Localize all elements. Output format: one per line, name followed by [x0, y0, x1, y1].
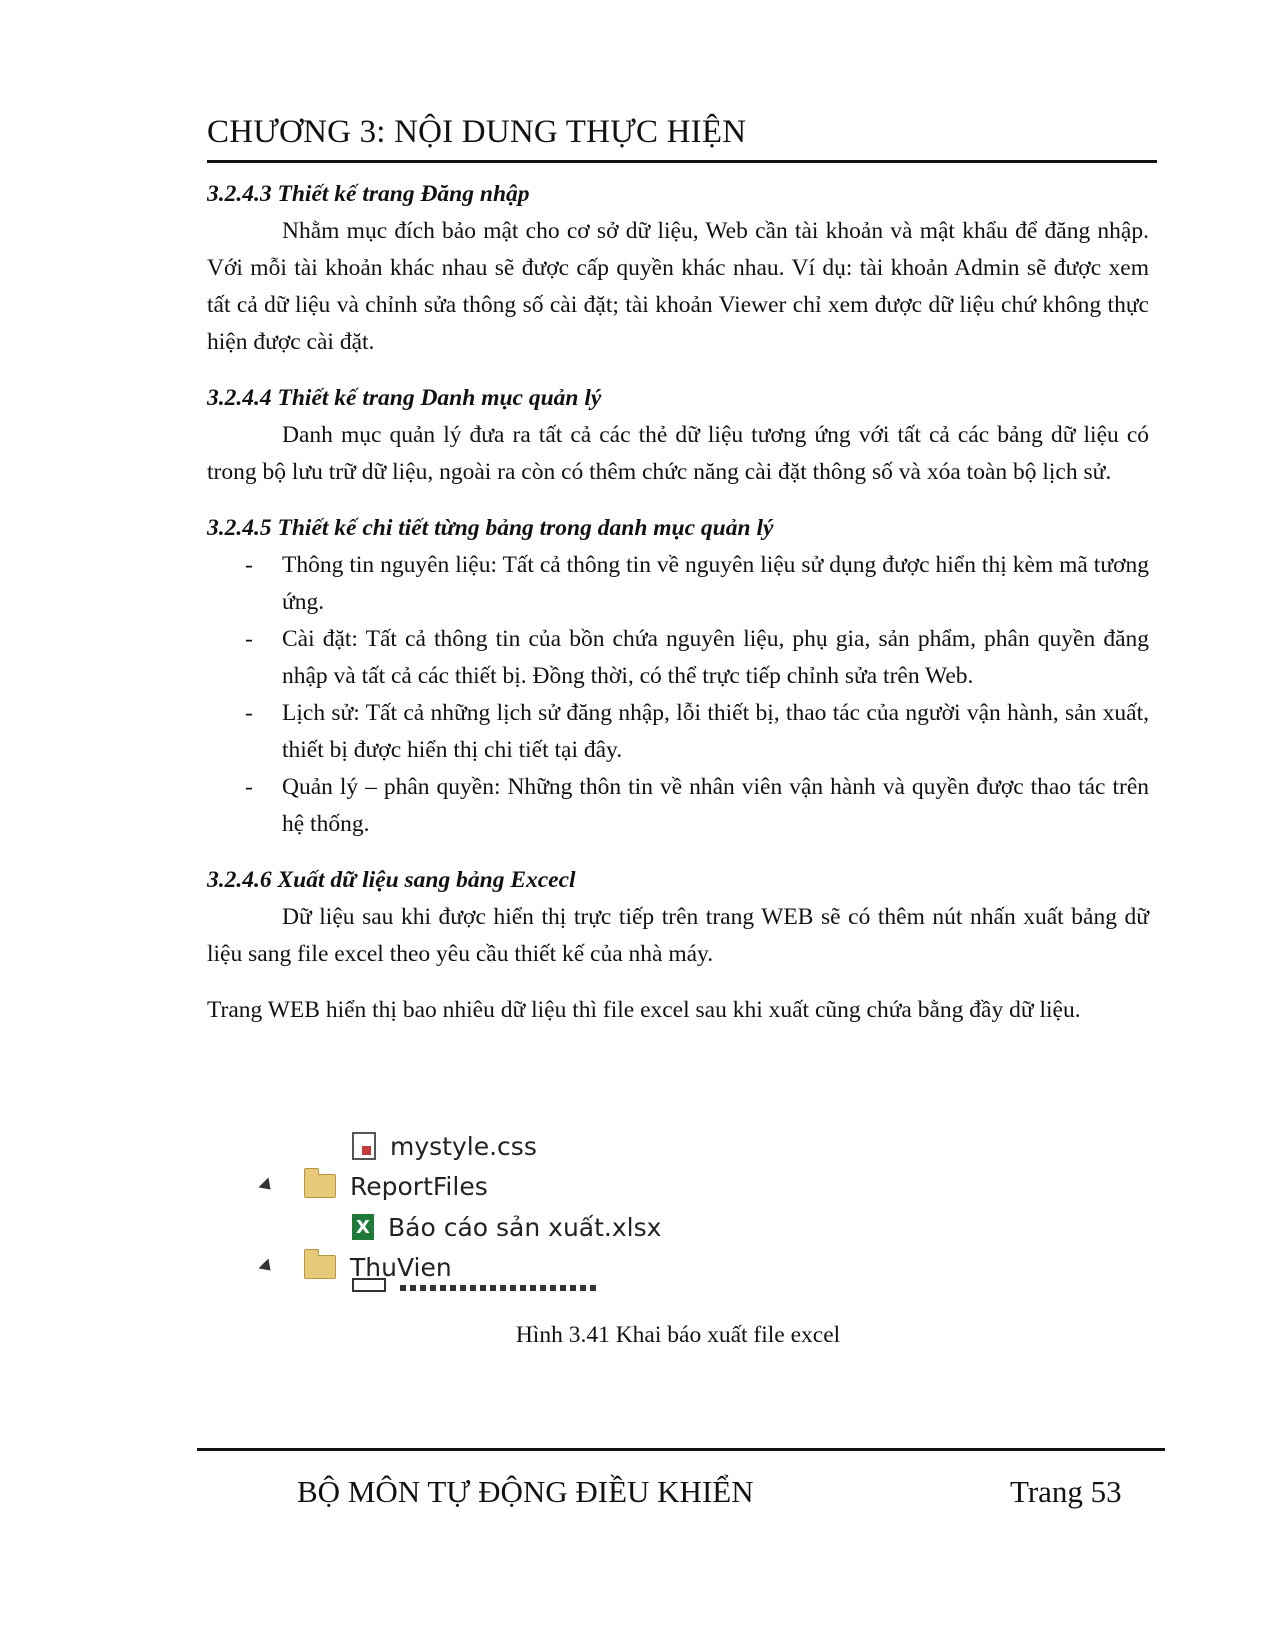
bullet-text: Lịch sử: Tất cả những lịch sử đăng nhập, lỗi thiết bị, thao tác của người vận hành, sản xuất, thiết bị được hiển thị chi tiết tại đây.: [282, 700, 1149, 763]
chapter-title: CHƯƠNG 3: NỘI DUNG THỰC HIỆN: [207, 114, 747, 150]
login-paragraph: Nhằm mục đích bảo mật cho cơ sở dữ liệu, Web cần tài khoản và mật khẩu để đăng nhập. Với mỗi tài khoản khác nhau sẽ được cấp quyền khác nhau. Ví dụ: tài khoản Admin sẽ được xem tất cả dữ liệu và chỉnh sửa thông số cài đặt; tài khoản Viewer chỉ xem được dữ liệu chứ không thực hiện được cài đặt.: [207, 218, 1149, 355]
folder-icon: [304, 1174, 336, 1198]
page-header: [207, 112, 1157, 152]
page-number: Trang 53: [1010, 1474, 1122, 1509]
footer-rule: [197, 1448, 1165, 1451]
dll-file-icon: [352, 1278, 386, 1292]
tree-item-label: ThuVien: [350, 1252, 452, 1282]
expand-triangle-icon[interactable]: [259, 1178, 276, 1195]
list-item: [207, 547, 1149, 621]
list-item: [207, 769, 1149, 843]
bullet-marker: -: [245, 700, 253, 726]
tree-item-report-xlsx[interactable]: [352, 1208, 661, 1246]
folder-icon: [304, 1255, 336, 1279]
tree-item-label: mystyle.css: [390, 1131, 537, 1161]
tree-item-reportfiles[interactable]: [260, 1167, 488, 1205]
section-heading-tables: 3.2.4.5 Thiết kế chi tiết từng bảng trong danh mục quản lý: [207, 515, 774, 541]
bullet-text: Thông tin nguyên liệu: Tất cả thông tin về nguyên liệu sử dụng được hiển thị kèm mã tương ứng.: [282, 552, 1149, 615]
css-file-icon: [352, 1132, 376, 1160]
page-content: [207, 176, 1149, 1029]
list-item: [207, 621, 1149, 695]
tree-item-css[interactable]: [352, 1127, 537, 1165]
bullet-text: Quản lý – phân quyền: Những thôn tin về nhân viên vận hành và quyền được thao tác trên hệ thống.: [282, 774, 1149, 837]
tree-item-label: ReportFiles: [350, 1171, 488, 1201]
bullet-text: Cài đặt: Tất cả thông tin của bồn chứa nguyên liệu, phụ gia, sản phẩm, phân quyền đăng nhập và tất cả các thiết bị. Đồng thời, có thể trực tiếp chỉnh sửa trên Web.: [282, 626, 1149, 689]
bullet-marker: -: [245, 626, 253, 652]
tables-bullet-list: [207, 547, 1149, 843]
footer-department: BỘ MÔN TỰ ĐỘNG ĐIỀU KHIỂN: [297, 1474, 754, 1509]
section-heading-catalog: 3.2.4.4 Thiết kế trang Danh mục quản lý: [207, 385, 602, 411]
bullet-marker: -: [245, 774, 253, 800]
bullet-marker: -: [245, 552, 253, 578]
figure-caption: Hình 3.41 Khai báo xuất file excel: [515, 1322, 841, 1348]
excel-paragraph: Dữ liệu sau khi được hiển thị trực tiếp trên trang WEB sẽ có thêm nút nhấn xuất bảng dữ liệu sang file excel theo yêu cầu thiết kế của nhà máy.: [207, 904, 1149, 967]
list-item: [207, 695, 1149, 769]
header-rule: [207, 160, 1157, 163]
catalog-paragraph: Danh mục quản lý đưa ra tất cả các thẻ dữ liệu tương ứng với tất cả các bảng dữ liệu có trong bộ lưu trữ dữ liệu, ngoài ra còn có thêm chức năng cài đặt thông số và xóa toàn bộ lịch sử.: [207, 422, 1149, 485]
expand-triangle-icon[interactable]: [259, 1259, 276, 1276]
tree-item-label: Báo cáo sản xuất.xlsx: [388, 1212, 662, 1242]
section-heading-login: 3.2.4.3 Thiết kế trang Đăng nhập: [207, 181, 530, 207]
clipped-label: [400, 1285, 600, 1291]
excel-paragraph-2: Trang WEB hiển thị bao nhiêu dữ liệu thì file excel sau khi xuất cũng chứa bằng đầy dữ liệu.: [207, 997, 1081, 1023]
tree-item-dll-clipped: [352, 1277, 600, 1293]
section-heading-excel: 3.2.4.6 Xuất dữ liệu sang bảng Excecl: [207, 867, 576, 893]
excel-file-icon: X: [352, 1214, 374, 1240]
